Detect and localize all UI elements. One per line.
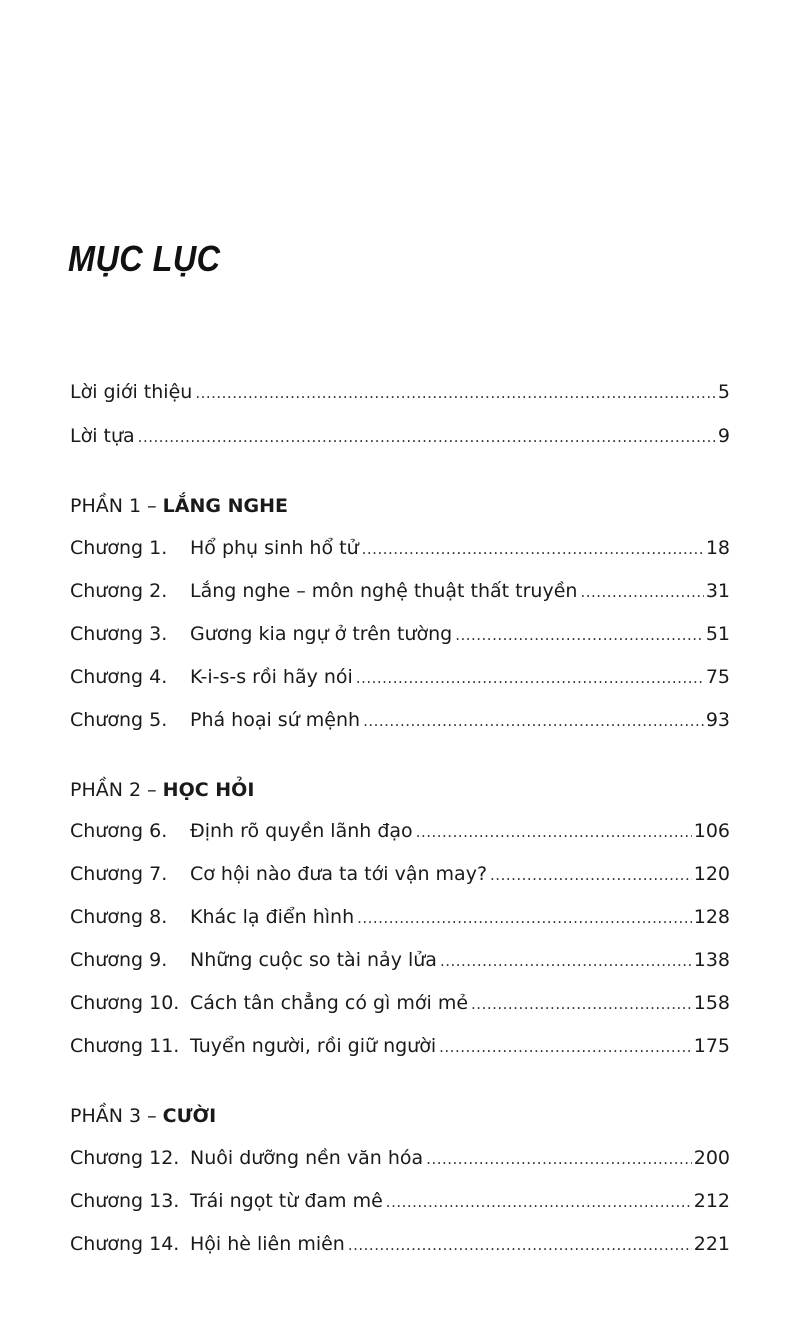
- chapter-title: Phá hoại sứ mệnh: [190, 709, 361, 731]
- chapter-label: Chương 12.: [70, 1147, 180, 1169]
- toc-chapter-row[interactable]: [70, 536, 730, 562]
- page-number: 175: [693, 1035, 730, 1057]
- chapter-label: Chương 11.: [70, 1035, 180, 1057]
- chapter-title: Hổ phụ sinh hổ tử: [190, 537, 359, 559]
- page-number: 93: [705, 709, 730, 731]
- toc-chapter-row[interactable]: [70, 991, 730, 1017]
- dot-leader: [439, 1035, 692, 1059]
- page-number: 128: [693, 906, 730, 928]
- chapter-label: Chương 13.: [70, 1190, 180, 1212]
- chapter-title: Những cuộc so tài nảy lửa: [190, 949, 437, 971]
- toc-chapter-row[interactable]: [70, 1034, 730, 1060]
- chapter-label: Chương 14.: [70, 1233, 180, 1255]
- entry-title: Lời tựa: [70, 425, 135, 447]
- dot-leader: [362, 537, 704, 561]
- dot-leader: [348, 1233, 692, 1257]
- toc-chapter-row[interactable]: [70, 665, 730, 691]
- chapter-label: Chương 6.: [70, 820, 168, 842]
- part-heading-2[interactable]: [70, 778, 254, 802]
- part-name: LẮNG NGHE: [162, 495, 288, 517]
- page-number: 200: [693, 1147, 730, 1169]
- chapter-label: Chương 7.: [70, 863, 168, 885]
- toc-chapter-row[interactable]: [70, 862, 730, 888]
- toc-entry-preface[interactable]: [70, 424, 730, 450]
- part-prefix: PHẦN 3 –: [70, 1105, 163, 1127]
- dot-leader: [138, 425, 716, 449]
- chapter-title: Khác lạ điển hình: [190, 906, 355, 928]
- entry-title: Lời giới thiệu: [70, 381, 193, 403]
- chapter-title: Cách tân chẳng có gì mới mẻ: [190, 992, 469, 1014]
- part-heading-3[interactable]: [70, 1104, 216, 1128]
- chapter-title: Tuyển người, rồi giữ người: [190, 1035, 437, 1057]
- toc-chapter-row[interactable]: [70, 579, 730, 605]
- toc-chapter-row[interactable]: [70, 948, 730, 974]
- dot-leader: [195, 381, 716, 405]
- chapter-title: Cơ hội nào đưa ta tới vận may?: [190, 863, 488, 885]
- page-number: 221: [693, 1233, 730, 1255]
- chapter-label: Chương 8.: [70, 906, 168, 928]
- dot-leader: [357, 906, 692, 930]
- dot-leader: [426, 1147, 692, 1171]
- dot-leader: [490, 863, 692, 887]
- chapter-label: Chương 2.: [70, 580, 168, 602]
- toc-chapter-row[interactable]: [70, 1146, 730, 1172]
- chapter-title: Định rõ quyền lãnh đạo: [190, 820, 413, 842]
- toc-chapter-row[interactable]: [70, 622, 730, 648]
- chapter-title: Trái ngọt từ đam mê: [190, 1190, 383, 1212]
- page-number: 106: [693, 820, 730, 842]
- chapter-label: Chương 3.: [70, 623, 168, 645]
- page-number: 5: [717, 381, 730, 403]
- page-number: 158: [693, 992, 730, 1014]
- toc-entry-introduction[interactable]: [70, 380, 730, 406]
- part-name: HỌC HỎI: [162, 779, 255, 801]
- chapter-title: Hội hè liên miên: [190, 1233, 345, 1255]
- page-number: 120: [693, 863, 730, 885]
- part-prefix: PHẦN 1 –: [70, 495, 163, 517]
- part-heading-1[interactable]: [70, 494, 288, 518]
- part-name: CƯỜI: [162, 1105, 217, 1127]
- dot-leader: [455, 623, 704, 647]
- dot-leader: [416, 820, 692, 844]
- dot-leader: [356, 666, 704, 690]
- chapter-title: Lắng nghe – môn nghệ thuật thất truyền: [190, 580, 578, 602]
- dot-leader: [386, 1190, 692, 1214]
- dot-leader: [471, 992, 692, 1016]
- page-number: 138: [693, 949, 730, 971]
- chapter-label: Chương 9.: [70, 949, 168, 971]
- part-prefix: PHẦN 2 –: [70, 779, 163, 801]
- toc-chapter-row[interactable]: [70, 708, 730, 734]
- page-title: MỤC LỤC: [68, 238, 221, 279]
- chapter-title: Nuôi dưỡng nền văn hóa: [190, 1147, 424, 1169]
- chapter-label: Chương 10.: [70, 992, 180, 1014]
- dot-leader: [363, 709, 704, 733]
- toc-chapter-row[interactable]: [70, 905, 730, 931]
- toc-chapter-row[interactable]: [70, 1232, 730, 1258]
- chapter-label: Chương 1.: [70, 537, 168, 559]
- chapter-label: Chương 4.: [70, 666, 168, 688]
- dot-leader: [580, 580, 703, 604]
- page-number: 9: [717, 425, 730, 447]
- toc-chapter-row[interactable]: [70, 819, 730, 845]
- toc-chapter-row[interactable]: [70, 1189, 730, 1215]
- page-number: 18: [705, 537, 730, 559]
- page-number: 31: [705, 580, 730, 602]
- page-number: 212: [693, 1190, 730, 1212]
- dot-leader: [440, 949, 692, 973]
- page-number: 75: [705, 666, 730, 688]
- page-number: 51: [705, 623, 730, 645]
- chapter-title: K-i-s-s rồi hãy nói: [190, 666, 353, 688]
- chapter-label: Chương 5.: [70, 709, 168, 731]
- chapter-title: Gương kia ngự ở trên tường: [190, 623, 453, 645]
